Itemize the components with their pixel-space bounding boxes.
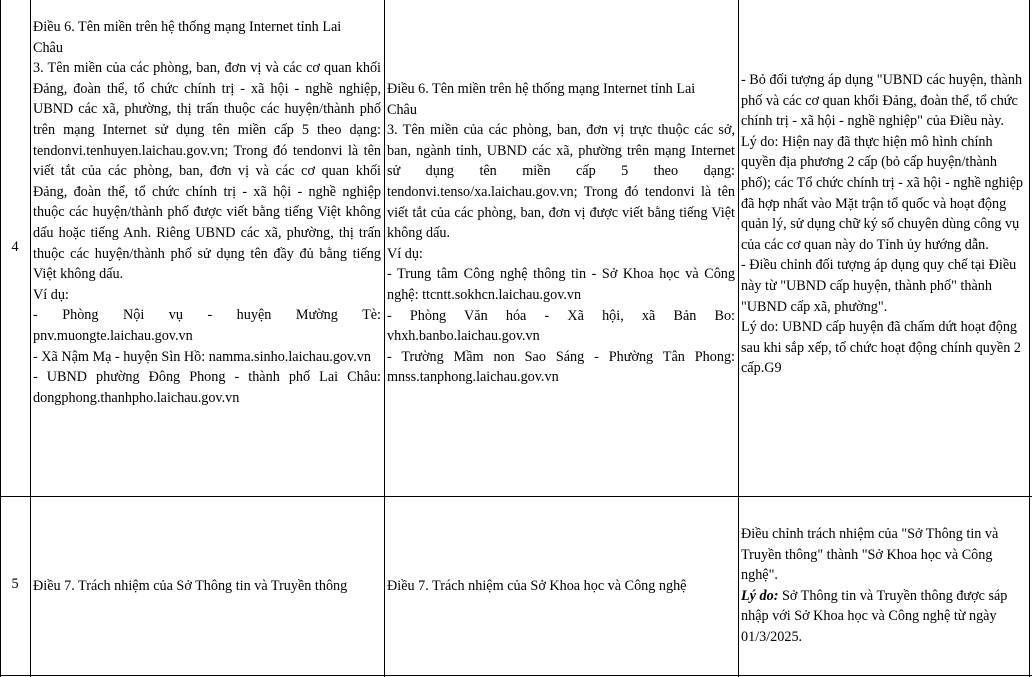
- example-item: - Trung tâm Công nghệ thông tin - Sở Khoa học và Công nghệ: ttcntt.sokhcn.laichau.gov.vn: [387, 266, 735, 303]
- example-item: - UBND phường Đông Phong - thành phố Lai Châu: dongphong.thanhpho.laichau.gov.vn: [33, 369, 381, 406]
- reason-item: Điều chỉnh trách nhiệm của "Sở Thông tin và Truyền thông" thành "Sở Khoa học và Công nghệ".: [741, 526, 999, 584]
- col-divider-2: [384, 0, 385, 677]
- new-text-cell: [387, 79, 735, 388]
- example-item: - Trường Mầm non Sao Sáng - Phường Tân Phong: mnss.tanphong.laichau.gov.vn: [387, 348, 735, 386]
- reason-detail: Sở Thông tin và Truyền thông được sáp nhập với Sở Khoa học và Công nghệ từ ngày 01/3/2025.: [741, 587, 1008, 645]
- reason-explanation: Lý do: UBND cấp huyện đã chấm dứt hoạt động sau khi sắp xếp, tổ chức hoạt động chính quyền 2 cấp.G9: [741, 319, 1021, 377]
- example-label: Ví dụ:: [33, 286, 69, 303]
- example-item: - Xã Nậm Mạ - huyện Sìn Hồ: namma.sinho.laichau.gov.vn: [33, 348, 371, 365]
- article-title: Điều 7. Trách nhiệm của Sở Khoa học và Công nghệ: [387, 578, 687, 594]
- article-body: 3. Tên miền của các phòng, ban, đơn vị và các cơ quan khối Đảng, đoàn thể, tổ chức chính trị - xã hội - nghề nghiệp, UBND các xã, phường, thị trấn thuộc các huyện/thành phố trên mạng Internet sử dụng tên miền cấp 5 theo dạng: tendonvi.tenhuyen.laichau.gov.vn; Trong đó tendonvi là tên viết tắt của các phòng, ban, đơn vị và các cơ quan khối Đảng, đoàn thể, tổ chức chính trị - xã hội - nghề nghiệp thuộc các huyện/thành phố được viết bằng tiếng Việt không dấu hoặc tiếng Anh. Riêng UBND các xã, phường, thị trấn thuộc các huyện/thành phố sử dụng tên đầy đủ bằng tiếng Việt không dấu.: [33, 60, 381, 283]
- article-title: Điều 7. Trách nhiệm của Sở Thông tin và Truyền thông: [33, 578, 348, 594]
- reason-cell: [741, 70, 1027, 379]
- border-right: [1029, 0, 1030, 677]
- article-body: 3. Tên miền của các phòng, ban, đơn vị trực thuộc các sở, ban, ngành tỉnh, UBND các xã, phường trên mạng Internet sử dụng tên miền cấp 5 theo dạng: tendonvi.tenso/xa.laichau.gov.vn; Trong đó tendonvi là tên viết tắt của các phòng, ban, đơn vị được viết bằng tiếng Việt không dấu.: [387, 122, 735, 242]
- border-bottom: [0, 675, 1032, 676]
- reason-item: - Điều chỉnh đối tượng áp dụng quy chế tại Điều này từ "UBND cấp huyện, thành phố" thành "UBND cấp xã, phường".: [741, 257, 1017, 315]
- article-title: Điều 6. Tên miền trên hệ thống mạng Internet tỉnh Lai: [33, 19, 342, 35]
- reason-cell: [741, 524, 1027, 648]
- col-divider-1: [30, 0, 31, 677]
- old-text-cell: [33, 576, 381, 597]
- article-title-cont: Châu: [33, 39, 63, 56]
- reason-explanation: [741, 586, 1027, 648]
- col-divider-3: [738, 0, 739, 677]
- example-label: Ví dụ:: [387, 245, 423, 262]
- example-item: - Phòng Văn hóa - Xã hội, xã Bản Bo: vhxh.banbo.laichau.gov.vn: [387, 307, 735, 345]
- new-text-cell: [387, 576, 735, 597]
- article-title-cont: Châu: [387, 101, 417, 118]
- row-number: 4: [11, 239, 19, 255]
- reason-explanation: Lý do: Hiện nay đã thực hiện mô hình chính quyền địa phương 2 cấp (bỏ cấp huyện/thành phố); các Tổ chức chính trị - xã hội - nghề nghiệp đã hợp nhất vào Mặt trận tổ quốc và hoạt động quản lý, sử dụng chữ ký số chuyên dùng công vụ của các cơ quan này do Tỉnh ủy hướng dẫn.: [741, 133, 1024, 253]
- row-number: 5: [11, 576, 19, 592]
- reason-item: - Bỏ đối tượng áp dụng "UBND các huyện, thành phố và các cơ quan khối Đảng, đoàn thể, tổ chức chính trị - xã hội - nghề nghiệp" của Điều này.: [741, 72, 1023, 130]
- example-item: - Phòng Nội vụ - huyện Mường Tè: pnv.muongte.laichau.gov.vn: [33, 307, 381, 344]
- article-title: Điều 6. Tên miền trên hệ thống mạng Internet tỉnh Lai: [387, 81, 696, 97]
- reason-label: Lý do:: [741, 587, 779, 604]
- row-divider: [0, 496, 1032, 497]
- old-text-cell: [33, 17, 381, 408]
